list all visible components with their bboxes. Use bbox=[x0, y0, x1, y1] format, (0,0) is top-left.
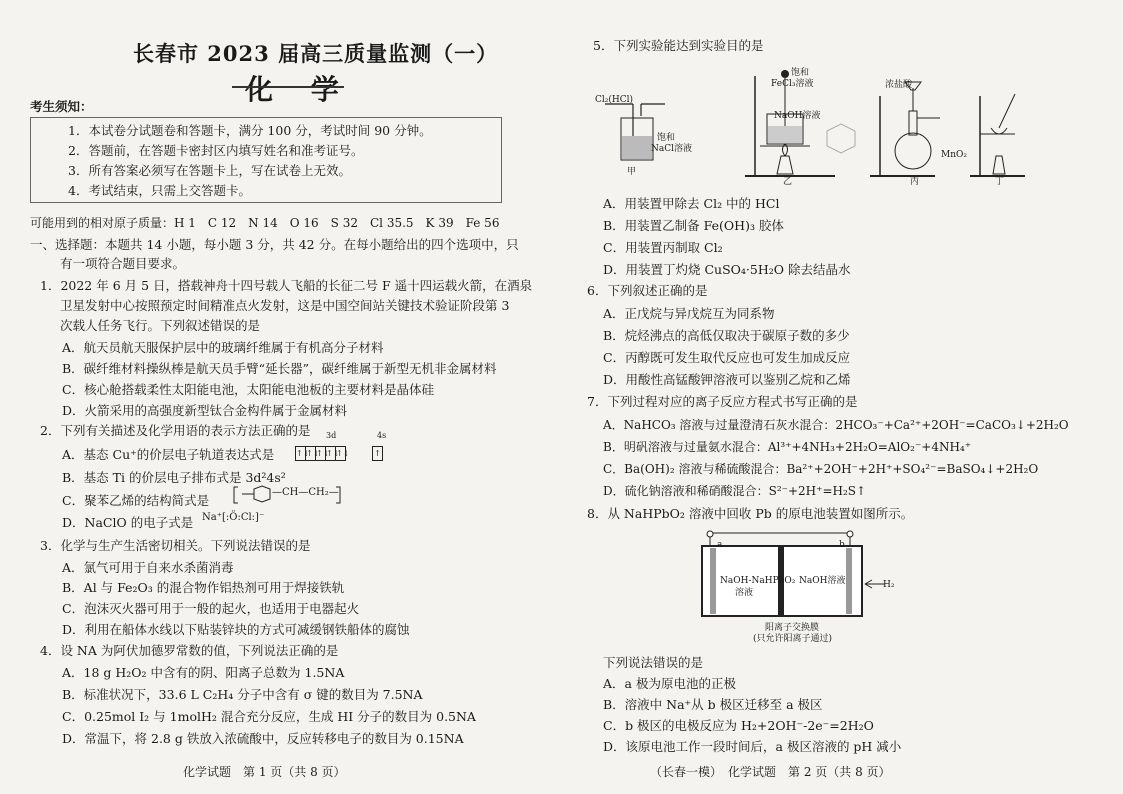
orbital-box: ↑↓ bbox=[315, 446, 326, 461]
q6-option-b: B．烷烃沸点的高低仅取决于碳原子数的多少 bbox=[603, 328, 850, 343]
label-nacl: NaCl溶液 bbox=[651, 144, 693, 154]
label-nacl: 饱和 bbox=[657, 133, 676, 143]
q4-option-d: D．常温下，将 2.8 g 铁放入浓硫酸中，反应转移电子的数目为 0.15NA bbox=[62, 731, 464, 746]
right-footer: （长春一模） 化学试题 第 2 页（共 8 页） bbox=[650, 765, 891, 779]
label-fecl3: FeCl₃溶液 bbox=[771, 79, 814, 89]
q6-stem: 6．下列叙述正确的是 bbox=[587, 283, 708, 298]
cell-left-solution: NaOH-NaHPbO₂ bbox=[720, 576, 796, 586]
cell-label-a: a bbox=[717, 540, 723, 550]
q7-option-c: C．Ba(OH)₂ 溶液与稀硫酸混合：Ba²⁺+2OH⁻+2H⁺+SO₄²⁻=BaSO₄↓+2H₂O bbox=[603, 462, 1039, 476]
orbital-4s-label: 4s bbox=[377, 431, 387, 440]
label-cl2: Cl₂(HCl) bbox=[595, 95, 634, 105]
q6-option-d: D．用酸性高锰酸钾溶液可以鉴别乙烷和乙烯 bbox=[603, 372, 851, 387]
label-ding: 丁 bbox=[995, 177, 1005, 187]
q7-option-d: D．硫化钠溶液和稀硝酸混合：S²⁻+2H⁺=H₂S↑ bbox=[603, 484, 867, 498]
label-yi: 乙 bbox=[783, 177, 793, 187]
orbital-3d-label: 3d bbox=[326, 431, 337, 440]
label-hcl: 浓盐酸 bbox=[885, 80, 913, 90]
q1-option-b: B．碳纤维材料操纵棒是航天员手臂“延长器”，碳纤维属于新型无机非金属材料 bbox=[62, 361, 497, 376]
q4-stem: 4．设 NA 为阿伏加德罗常数的值，下列说法正确的是 bbox=[40, 643, 339, 658]
q6-option-c: C．丙醇既可发生取代反应也可发生加成反应 bbox=[603, 350, 851, 365]
q3-option-b: B．Al 与 Fe₂O₃ 的混合物作铝热剂可用于焊接铁轨 bbox=[62, 580, 345, 595]
q4-option-a: A．18 g H₂O₂ 中含有的阴、阳离子总数为 1.5NA bbox=[62, 665, 345, 680]
q8-lead: 下列说法错误的是 bbox=[603, 655, 704, 670]
notice-item: 4．考试结束，只需上交答题卡。 bbox=[68, 183, 251, 198]
orbital-3d-boxes bbox=[296, 443, 350, 462]
exam-subject: 化 学 bbox=[245, 73, 353, 106]
label-fecl3: 饱和 bbox=[791, 68, 810, 78]
orbital-box: ↑↓ bbox=[335, 446, 346, 461]
membrane-label: (只允许阳离子通过) bbox=[753, 634, 833, 644]
section1-line1: 一、选择题：本题共 14 小题，每小题 3 分，共 42 分。在每小题给出的四个选项中，只 bbox=[30, 237, 519, 252]
q8-option-b: B．溶液中 Na⁺从 b 极区迁移至 a 极区 bbox=[603, 697, 823, 712]
notice-heading: 考生须知： bbox=[30, 99, 93, 114]
q5-option-d: D．用装置丁灼烧 CuSO₄·5H₂O 除去结晶水 bbox=[603, 262, 851, 277]
label-mno2: MnO₂ bbox=[941, 150, 967, 160]
atomic-masses: 可能用到的相对原子质量：H 1 C 12 N 14 O 16 S 32 Cl 35.5 K 39 Fe 56 bbox=[30, 216, 500, 230]
q7-option-b: B．明矾溶液与过量氨水混合：Al³⁺+4NH₃+2H₂O=AlO₂⁻+4NH₄⁺ bbox=[603, 440, 972, 454]
orbital-4s-boxes bbox=[373, 443, 383, 462]
q1-stem: 1．2022 年 6 月 5 日，搭载神舟十四号载人飞船的长征二号 F 遥十四运载火箭，在酒泉 bbox=[40, 278, 533, 293]
q3-option-c: C．泡沫灭火器可用于一般的起火，也适用于电器起火 bbox=[62, 601, 360, 616]
polystyrene-formula: —CH—CH₂— bbox=[272, 487, 339, 498]
membrane-label: 阳离子交换膜 bbox=[765, 623, 820, 633]
notice-item: 1．本试卷分试题卷和答题卡，满分 100 分，考试时间 90 分钟。 bbox=[68, 123, 432, 138]
cell-label-h2: H₂ bbox=[883, 580, 895, 590]
q3-option-d: D．利用在船体水线以下贴装锌块的方式可减缓钢铁船体的腐蚀 bbox=[62, 622, 410, 637]
orbital-box: ↑ bbox=[372, 446, 383, 461]
q5-apparatus-diagram bbox=[595, 56, 1035, 186]
label-jia: 甲 bbox=[627, 167, 637, 177]
notice-item: 2．答题前，在答题卡密封区内填写姓名和准考证号。 bbox=[68, 143, 364, 158]
exam-title: 长春市 2023 届高三质量监测（一） bbox=[133, 41, 499, 66]
q8-stem: 8．从 NaHPbO₂ 溶液中回收 Pb 的原电池装置如图所示。 bbox=[587, 506, 914, 521]
q3-option-a: A．氯气可用于自来水杀菌消毒 bbox=[62, 560, 234, 575]
q1-stem: 卫星发射中心按照预定时间精准点火发射，这是中国空间站关键技术验证阶段第 3 bbox=[60, 298, 510, 313]
orbital-box: ↑↓ bbox=[305, 446, 316, 461]
naclo-electron-formula: Na⁺[:Ö:Cl:]⁻ bbox=[202, 512, 265, 523]
q7-stem: 7．下列过程对应的离子反应方程式书写正确的是 bbox=[587, 394, 858, 409]
q5-stem: 5．下列实验能达到实验目的是 bbox=[593, 38, 764, 53]
q1-option-a: A．航天员航天服保护层中的玻璃纤维属于有机高分子材料 bbox=[62, 340, 384, 355]
cell-left-solution: 溶液 bbox=[735, 588, 754, 598]
q2-option-b: B．基态 Ti 的价层电子排布式是 3d²4s² bbox=[62, 470, 286, 485]
q8-option-a: A．a 极为原电池的正极 bbox=[603, 676, 736, 691]
cell-label-b: b bbox=[839, 540, 845, 550]
q5-option-a: A．用装置甲除去 Cl₂ 中的 HCl bbox=[603, 196, 780, 211]
q5-option-c: C．用装置丙制取 Cl₂ bbox=[603, 240, 723, 255]
q4-option-c: C．0.25mol I₂ 与 1molH₂ 混合充分反应，生成 HI 分子的数目为 0.5NA bbox=[62, 709, 476, 724]
notice-item: 3．所有答案必须写在答题卡上，写在试卷上无效。 bbox=[68, 163, 351, 178]
q2-option-a: A．基态 Cu⁺的价层电子轨道表达式是 bbox=[62, 447, 275, 462]
q3-stem: 3．化学与生产生活密切相关。下列说法错误的是 bbox=[40, 538, 311, 553]
q7-option-a: A．NaHCO₃ 溶液与过量澄清石灰水混合：2HCO₃⁻+Ca²⁺+2OH⁻=CaCO₃↓+2H₂O bbox=[603, 418, 1069, 432]
cell-right-solution: NaOH溶液 bbox=[799, 576, 846, 586]
left-footer: 化学试题 第 1 页（共 8 页） bbox=[183, 765, 346, 779]
section1-line2: 有一项符合题目要求。 bbox=[60, 256, 186, 271]
q8-option-c: C．b 极区的电极反应为 H₂+2OH⁻-2e⁻=2H₂O bbox=[603, 718, 874, 733]
left-page bbox=[0, 0, 560, 794]
q2-option-d: D．NaClO 的电子式是 bbox=[62, 515, 194, 530]
q1-stem: 次载人任务飞行。下列叙述错误的是 bbox=[60, 318, 261, 333]
q2-stem: 2．下列有关描述及化学用语的表示方法正确的是 bbox=[40, 423, 311, 438]
q4-option-b: B．标准状况下，33.6 L C₂H₄ 分子中含有 σ 键的数目为 7.5NA bbox=[62, 687, 423, 702]
q8-option-d: D．该原电池工作一段时间后，a 极区溶液的 pH 减小 bbox=[603, 739, 902, 754]
label-naoh: NaOH溶液 bbox=[774, 111, 821, 121]
orbital-box: ↑↓ bbox=[325, 446, 336, 461]
q5-option-b: B．用装置乙制备 Fe(OH)₃ 胶体 bbox=[603, 218, 784, 233]
subject-underline bbox=[232, 86, 344, 88]
label-bing: 丙 bbox=[910, 177, 920, 187]
q2-option-c: C．聚苯乙烯的结构简式是 bbox=[62, 493, 210, 508]
right-page bbox=[565, 0, 1123, 794]
q1-option-c: C．核心舱搭载柔性太阳能电池，太阳能电池板的主要材料是晶体硅 bbox=[62, 382, 435, 397]
q6-option-a: A．正戊烷与异戊烷互为同系物 bbox=[603, 306, 775, 321]
orbital-box: ↑↓ bbox=[295, 446, 306, 461]
q1-option-d: D．火箭采用的高强度新型钛合金构件属于金属材料 bbox=[62, 403, 348, 418]
